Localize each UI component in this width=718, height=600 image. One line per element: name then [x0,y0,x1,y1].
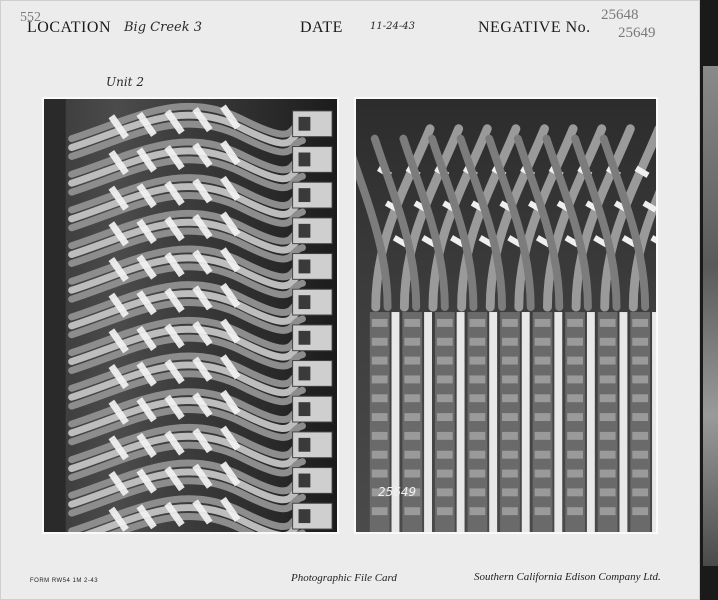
negative-number-1: 25648 [601,7,639,23]
strip-segment [404,338,420,346]
strip-segment [469,375,485,383]
terminal-slot [299,509,311,523]
strip-segment [535,357,551,365]
strip-segment [600,319,616,327]
strip-segment [535,488,551,496]
terminal-slot [299,367,311,381]
strip-segment [372,375,388,383]
strip-segment [632,394,648,402]
strip-segment [437,357,453,365]
strip-segment [567,413,583,421]
strip-segment [372,357,388,365]
strip-segment [404,357,420,365]
insulation-strip [424,312,432,532]
strip-segment [535,338,551,346]
strip-segment [502,451,518,459]
strip-segment [469,432,485,440]
strip-segment [437,338,453,346]
strip-segment [567,488,583,496]
strip-segment [502,432,518,440]
strip-segment [535,394,551,402]
right-photo-image [356,99,656,532]
strip-segment [437,394,453,402]
strip-segment [567,432,583,440]
terminal-slot [299,260,311,274]
strip-segment [437,432,453,440]
strip-segment [567,470,583,478]
terminal-slot [299,117,311,131]
terminal-slot [299,295,311,309]
strip-segment [372,470,388,478]
photo-left-winding-leads [42,97,339,534]
insulation-strip [554,312,562,532]
strip-segment [502,488,518,496]
card-title: Photographic File Card [291,572,397,584]
strip-segment [535,470,551,478]
strip-segment [632,375,648,383]
strip-segment [404,319,420,327]
strip-segment [372,451,388,459]
strip-segment [600,488,616,496]
strip-segment [469,507,485,515]
strip-segment [502,470,518,478]
terminal-slot [299,224,311,238]
strip-segment [567,338,583,346]
strip-segment [404,413,420,421]
strip-segment [404,375,420,383]
strip-segment [372,338,388,346]
right-photo-caption: 25649 [378,485,417,499]
location-value: Big Creek 3 [124,20,202,35]
strip-segment [437,413,453,421]
insulation-strip [522,312,530,532]
location-label: LOCATION [27,19,111,36]
photo-right-stator-terminals [354,97,658,534]
strip-segment [372,413,388,421]
card-stamp-number: 552 [20,10,41,25]
strip-segment [469,413,485,421]
strip-segment [437,470,453,478]
strip-segment [372,507,388,515]
strip-segment [469,470,485,478]
strip-segment [600,394,616,402]
strip-segment [502,394,518,402]
strip-segment [535,507,551,515]
strip-segment [372,319,388,327]
insulation-strip [652,312,656,532]
strip-segment [502,507,518,515]
strip-segment [437,375,453,383]
strip-segment [502,375,518,383]
strip-segment [502,357,518,365]
strip-segment [632,451,648,459]
form-number: FORM RW54 1M 2-43 [30,578,99,584]
strip-segment [600,413,616,421]
strip-segment [372,432,388,440]
strip-segment [567,507,583,515]
strip-segment [632,432,648,440]
strip-segment [404,432,420,440]
strip-segment [632,338,648,346]
strip-segment [469,488,485,496]
strip-segment [502,338,518,346]
strip-segment [535,375,551,383]
strip-segment [600,338,616,346]
strip-segment [567,451,583,459]
strip-segment [600,470,616,478]
strip-segment [567,319,583,327]
insulation-strip [392,312,400,532]
date-value: 11-24-43 [370,21,415,32]
strip-segment [535,319,551,327]
strip-segment [567,394,583,402]
strip-segment [600,507,616,515]
terminal-slot [299,331,311,345]
date-label: DATE [300,19,343,36]
strip-segment [567,375,583,383]
strip-segment [404,470,420,478]
strip-segment [437,507,453,515]
terminal-slot [299,153,311,167]
strip-segment [404,451,420,459]
strip-segment [437,488,453,496]
strip-segment [404,507,420,515]
strip-segment [437,451,453,459]
strip-segment [437,319,453,327]
terminal-slot [299,474,311,488]
strip-segment [567,357,583,365]
strip-segment [600,432,616,440]
negative-number-2: 25649 [618,25,656,41]
terminal-slot [299,438,311,452]
photo-note-unit: Unit 2 [106,75,144,89]
strip-segment [600,451,616,459]
background-edge [703,66,718,566]
terminal-slot [299,188,311,202]
insulation-strip [489,312,497,532]
strip-segment [469,357,485,365]
strip-segment [600,375,616,383]
strip-segment [632,319,648,327]
strip-segment [632,413,648,421]
strip-segment [469,338,485,346]
negative-label: NEGATIVE No. [478,19,591,36]
strip-segment [469,319,485,327]
strip-segment [535,432,551,440]
strip-segment [632,470,648,478]
insulation-strip [587,312,595,532]
strip-segment [535,413,551,421]
left-photo-image [44,99,337,532]
strip-segment [502,319,518,327]
strip-segment [469,394,485,402]
company-name: Southern California Edison Company Ltd. [474,571,661,583]
strip-segment [600,357,616,365]
strip-segment [404,394,420,402]
strip-segment [469,451,485,459]
terminal-slot [299,402,311,416]
insulation-strip [457,312,465,532]
strip-segment [372,394,388,402]
strip-segment [632,507,648,515]
strip-segment [632,357,648,365]
strip-segment [632,488,648,496]
strip-segment [502,413,518,421]
insulation-strip [619,312,627,532]
strip-segment [535,451,551,459]
